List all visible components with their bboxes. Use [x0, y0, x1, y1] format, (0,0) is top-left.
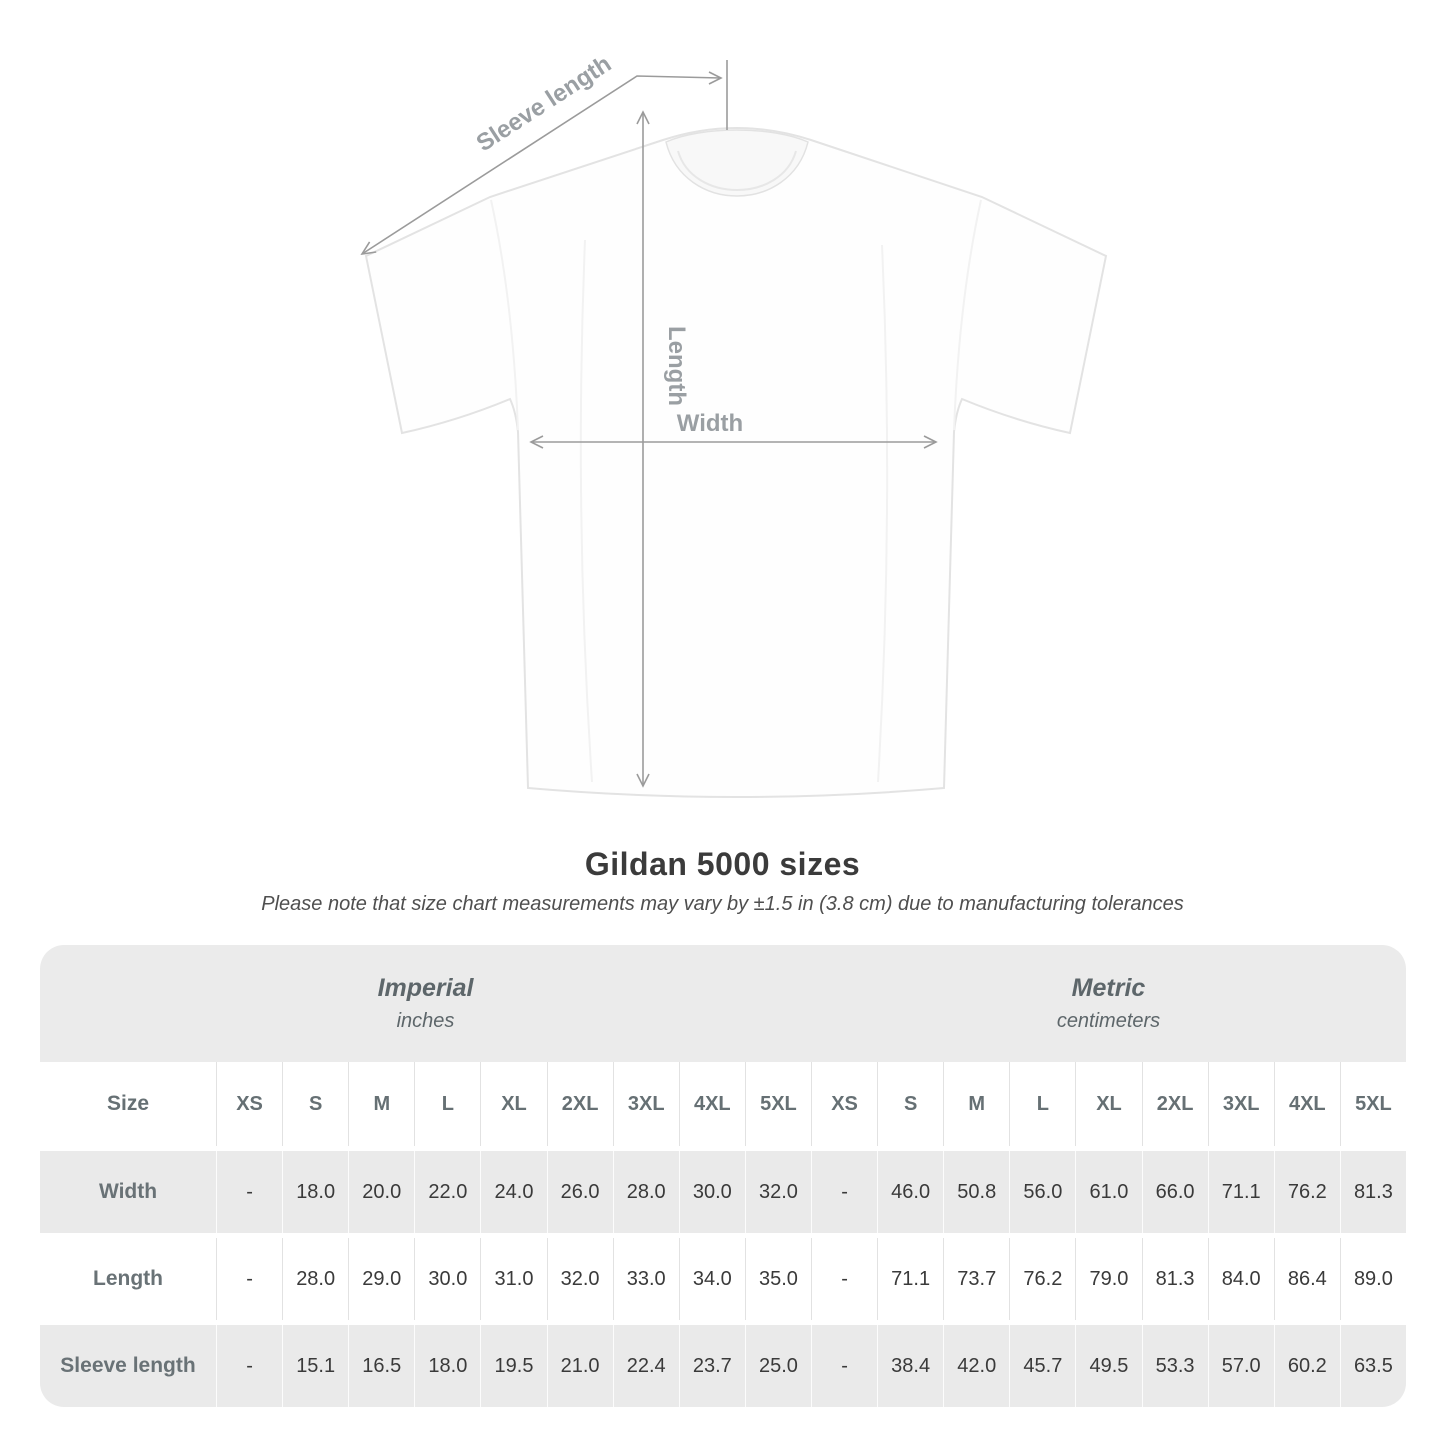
- size-header: 2XL: [547, 1062, 613, 1146]
- size-header: L: [414, 1062, 480, 1146]
- imperial-value: 32.0: [745, 1151, 811, 1233]
- imperial-value: -: [216, 1238, 282, 1320]
- metric-value: 42.0: [943, 1325, 1009, 1407]
- row-label: Width: [98, 1180, 158, 1203]
- metric-value: 76.2: [1274, 1151, 1340, 1233]
- metric-value: 49.5: [1075, 1325, 1141, 1407]
- imperial-value: 23.7: [679, 1325, 745, 1407]
- size-header: 5XL: [745, 1062, 811, 1146]
- metric-value: 73.7: [943, 1238, 1009, 1320]
- size-table: [40, 945, 1406, 1407]
- size-header: 4XL: [1274, 1062, 1340, 1146]
- size-header: S: [282, 1062, 348, 1146]
- imperial-value: 18.0: [282, 1151, 348, 1233]
- imperial-value: 21.0: [547, 1325, 613, 1407]
- metric-value: 79.0: [1075, 1238, 1141, 1320]
- imperial-value: 34.0: [679, 1238, 745, 1320]
- imperial-value: 25.0: [745, 1325, 811, 1407]
- size-header: 4XL: [679, 1062, 745, 1146]
- imperial-value: 32.0: [547, 1238, 613, 1320]
- imperial-value: 16.5: [348, 1325, 414, 1407]
- size-header: XL: [480, 1062, 546, 1146]
- imperial-value: 15.1: [282, 1325, 348, 1407]
- imperial-value: 30.0: [679, 1151, 745, 1233]
- table-row-sleeve-length: [40, 1325, 1406, 1407]
- size-header: XS: [216, 1062, 282, 1146]
- metric-value: -: [811, 1238, 877, 1320]
- sleeve-length-label: Sleeve length: [471, 50, 617, 158]
- metric-value: 45.7: [1009, 1325, 1075, 1407]
- size-header: 3XL: [1208, 1062, 1274, 1146]
- imperial-value: 29.0: [348, 1238, 414, 1320]
- imperial-value: 26.0: [547, 1151, 613, 1233]
- metric-value: 71.1: [877, 1238, 943, 1320]
- metric-value: 89.0: [1340, 1238, 1406, 1320]
- imperial-value: 35.0: [745, 1238, 811, 1320]
- imperial-value: 22.0: [414, 1151, 480, 1233]
- page-title: Gildan 5000 sizes: [584, 846, 861, 882]
- size-column-header: Size: [106, 1092, 150, 1115]
- metric-value: 81.3: [1340, 1151, 1406, 1233]
- metric-value: 66.0: [1142, 1151, 1208, 1233]
- imperial-value: 30.0: [414, 1238, 480, 1320]
- size-header-row: [40, 1062, 1406, 1146]
- metric-value: 60.2: [1274, 1325, 1340, 1407]
- imperial-value: -: [216, 1325, 282, 1407]
- size-header: M: [943, 1062, 1009, 1146]
- metric-value: 57.0: [1208, 1325, 1274, 1407]
- metric-value: 76.2: [1009, 1238, 1075, 1320]
- metric-value: 53.3: [1142, 1325, 1208, 1407]
- size-header: 5XL: [1340, 1062, 1406, 1146]
- width-label: Width: [676, 410, 744, 437]
- row-label: Length: [93, 1267, 163, 1290]
- metric-value: 81.3: [1142, 1238, 1208, 1320]
- table-row-width: [40, 1151, 1406, 1233]
- tolerance-note: Please note that size chart measurements may vary by ±1.5 in (3.8 cm) due to manufacturing tolerances: [261, 893, 1184, 915]
- row-label: Sleeve length: [60, 1354, 196, 1377]
- metric-value: 86.4: [1274, 1238, 1340, 1320]
- metric-value: 71.1: [1208, 1151, 1274, 1233]
- metric-value: 50.8: [943, 1151, 1009, 1233]
- imperial-subtitle: inches: [396, 1010, 455, 1032]
- imperial-value: -: [216, 1151, 282, 1233]
- units-band: [40, 945, 1406, 1062]
- imperial-value: 22.4: [613, 1325, 679, 1407]
- imperial-value: 24.0: [480, 1151, 546, 1233]
- metric-value: 38.4: [877, 1325, 943, 1407]
- size-header: XS: [811, 1062, 877, 1146]
- size-header: L: [1009, 1062, 1075, 1146]
- metric-subtitle: centimeters: [1056, 1010, 1161, 1032]
- metric-value: 84.0: [1208, 1238, 1274, 1320]
- length-label: Length: [663, 326, 690, 406]
- imperial-value: 28.0: [282, 1238, 348, 1320]
- metric-value: 61.0: [1075, 1151, 1141, 1233]
- metric-value: -: [811, 1325, 877, 1407]
- imperial-value: 33.0: [613, 1238, 679, 1320]
- table-body: [40, 1151, 1406, 1407]
- size-header: 2XL: [1142, 1062, 1208, 1146]
- imperial-value: 19.5: [480, 1325, 546, 1407]
- metric-value: 46.0: [877, 1151, 943, 1233]
- metric-title: Metric: [1071, 974, 1146, 1002]
- imperial-value: 18.0: [414, 1325, 480, 1407]
- size-header: M: [348, 1062, 414, 1146]
- imperial-value: 20.0: [348, 1151, 414, 1233]
- size-header: S: [877, 1062, 943, 1146]
- metric-value: 63.5: [1340, 1325, 1406, 1407]
- imperial-value: 31.0: [480, 1238, 546, 1320]
- tshirt-graphic: [366, 128, 1106, 797]
- metric-unit-header: [811, 945, 1406, 1062]
- size-header: XL: [1075, 1062, 1141, 1146]
- imperial-value: 28.0: [613, 1151, 679, 1233]
- metric-value: 56.0: [1009, 1151, 1075, 1233]
- size-header: 3XL: [613, 1062, 679, 1146]
- metric-value: -: [811, 1151, 877, 1233]
- imperial-title: Imperial: [377, 974, 474, 1002]
- table-row-length: [40, 1238, 1406, 1320]
- imperial-unit-header: [40, 945, 811, 1062]
